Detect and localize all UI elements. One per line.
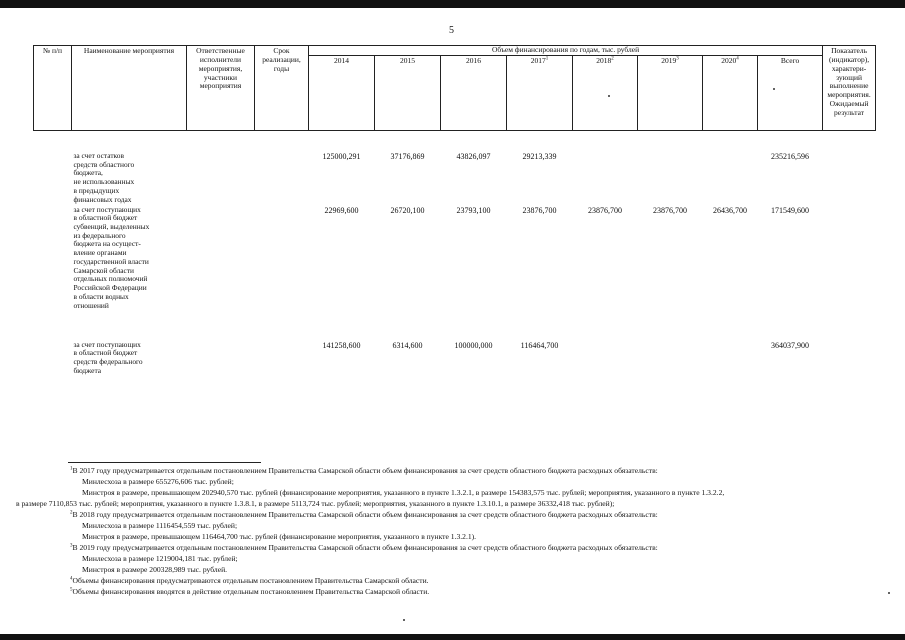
header-year: 2017$^1$: [507, 56, 573, 131]
scan-speck: [888, 592, 890, 594]
scan-top-border: [0, 0, 905, 8]
table-row: [34, 131, 876, 206]
footnote-line: $^4$Объемы финансирования предусматриваются отдельным постановлением Правительства Самарской области.: [70, 576, 429, 585]
cell-value: [703, 131, 758, 206]
table-body: [34, 131, 876, 401]
cell-value: 29213,339: [522, 152, 557, 161]
cell-value: 116464,700: [520, 340, 559, 350]
cell-num: [34, 206, 72, 341]
footnote-line: $^2$В 2018 году предусматривается отдельным постановлением Правительства Самарской области объем финансирования за счет средств областного бюджета расходных обязательств:: [70, 510, 658, 519]
name-line: финансовых годах: [73, 194, 132, 204]
footnote-line: Минстроя в размере, превышающем 202940,570 тыс. рублей (финансирование мероприятия, указанного в пункте 1.3.2.1, в размере 154383,575 тыс. рублей; мероприятия, указанного в пункте 1.3.2.2,: [82, 488, 725, 497]
footnote-line: Минлесхоза в размере 655276,606 тыс. рублей;: [82, 477, 234, 486]
cell-indicator: [823, 206, 876, 341]
scan-speck: [403, 619, 405, 621]
cell-value: 23876,700: [653, 205, 687, 215]
page-number: 5: [449, 25, 454, 36]
cell-value: 6314,600: [392, 340, 423, 350]
header-indicator: Показатель (индикатор), характери-зующий выполнение мероприятия. Ожидаемый результат: [823, 46, 876, 131]
name-line: бюджета,: [73, 168, 103, 178]
cell-value: 141258,600: [322, 340, 361, 350]
cell-value: 364037,900: [771, 340, 810, 350]
name-line: не использованных: [73, 177, 135, 187]
header-num: № п/п: [34, 46, 72, 131]
footnote-line: $^5$Объемы финансирования вводятся в действие отдельным постановлением Правительства Самарской области.: [70, 587, 430, 596]
cell-name: [72, 131, 187, 206]
header-name: Наименование мероприятия: [72, 46, 187, 131]
name-line: бюджета: [73, 365, 102, 375]
footnote-line: в размере 7110,853 тыс. рублей; мероприятия, указанного в пункте 1.3.8.1, в размере 5113,724 тыс. рублей; мероприятия, указанного в пункте 1.3.10.1, в размере 36332,418 тыс. рублей);: [16, 499, 615, 508]
financing-table: [33, 45, 876, 401]
name-line: за счет поступающих: [73, 204, 141, 214]
cell-value: [703, 341, 758, 401]
cell-value: [573, 131, 638, 206]
cell-name: [72, 206, 187, 341]
header-funding: Объем финансирования по годам, тыс. рублей: [309, 46, 823, 56]
cell-value: 23876,700: [522, 205, 557, 215]
name-line: в области водных: [73, 291, 129, 301]
header-year: 2016: [441, 56, 507, 131]
footnote-line: Минстроя в размере 200328,989 тыс. рублей.: [82, 565, 228, 574]
cell-value: 125000,291: [322, 152, 361, 161]
cell-value: 37176,869: [390, 152, 425, 161]
footnote-line: $^1$В 2017 году предусматривается отдельным постановлением Правительства Самарской области объем финансирования за счет средств областного бюджета расходных обязательств:: [70, 466, 658, 475]
header-year: 2020$^4$: [703, 56, 758, 131]
name-line: средств областного: [73, 159, 135, 169]
header-year: 2019$^3$: [638, 56, 703, 131]
header-year: Всего: [758, 56, 823, 131]
cell-value: 235216,596: [771, 152, 810, 161]
cell-value: [638, 131, 703, 206]
name-line: за счет поступающих: [73, 339, 141, 349]
name-line: Самарской области: [73, 265, 135, 275]
cell-responsible: [187, 206, 255, 341]
name-line: Российской Федерации: [73, 283, 147, 293]
cell-num: [34, 131, 72, 206]
cell-value: 23793,100: [456, 205, 491, 215]
name-line: субвенций, выделенных: [73, 221, 150, 231]
footnote-line: Минстроя в размере, превышающем 116464,700 тыс. рублей (финансирование мероприятия, указанного в пункте 1.3.2.1).: [82, 532, 477, 541]
cell-value: 43826,097: [456, 152, 491, 161]
footnote-line: $^3$В 2019 году предусматривается отдельным постановлением Правительства Самарской области объем финансирования за счет средств областного бюджета расходных обязательств:: [70, 543, 658, 552]
footnote-separator: [68, 462, 261, 463]
cell-value: 100000,000: [454, 340, 493, 350]
cell-name: [72, 341, 187, 401]
name-line: в областной бюджет: [73, 213, 138, 223]
name-line: отношений: [73, 300, 109, 310]
cell-value: [573, 341, 638, 401]
header-year: 2018$^2$: [573, 56, 638, 131]
footnote-line: Минлесхоза в размере 1116454,559 тыс. рублей;: [82, 521, 238, 530]
cell-value: [638, 341, 703, 401]
cell-responsible: [187, 131, 255, 206]
header-responsible: Ответственные исполнители мероприятия, участники мероприятия: [187, 46, 255, 131]
cell-value: 171549,600: [771, 205, 810, 215]
name-line: за счет остатков: [73, 151, 124, 160]
footnotes: [0, 465, 905, 597]
cell-value: 26720,100: [390, 205, 425, 215]
name-line: государственной власти: [73, 256, 149, 266]
name-line: бюджета на осущест-: [73, 239, 141, 249]
name-line: отдельных полномочий: [73, 274, 148, 284]
cell-indicator: [823, 131, 876, 206]
name-line: в областной бюджет: [73, 348, 138, 358]
table-row: [34, 206, 876, 341]
name-line: из федерального: [73, 230, 126, 240]
scan-speck: [608, 95, 610, 97]
cell-value: 26436,700: [713, 205, 747, 215]
name-line: средств федерального: [73, 356, 143, 366]
header-year: 2015: [375, 56, 441, 131]
header-year: 2014: [309, 56, 375, 131]
footnote-line: Минлесхоза в размере 1219004,181 тыс. рублей;: [82, 554, 238, 563]
scan-speck: [773, 88, 775, 90]
cell-term: [255, 341, 309, 401]
cell-indicator: [823, 341, 876, 401]
scan-bottom-border: [0, 634, 905, 640]
name-line: вление органами: [73, 248, 127, 258]
cell-num: [34, 341, 72, 401]
cell-value: 22969,600: [324, 205, 359, 215]
header-term: Срок реализации, годы: [255, 46, 309, 131]
cell-value: 23876,700: [588, 205, 622, 215]
cell-responsible: [187, 341, 255, 401]
table-row: [34, 341, 876, 401]
cell-term: [255, 131, 309, 206]
name-line: в предыдущих: [73, 185, 120, 195]
cell-term: [255, 206, 309, 341]
